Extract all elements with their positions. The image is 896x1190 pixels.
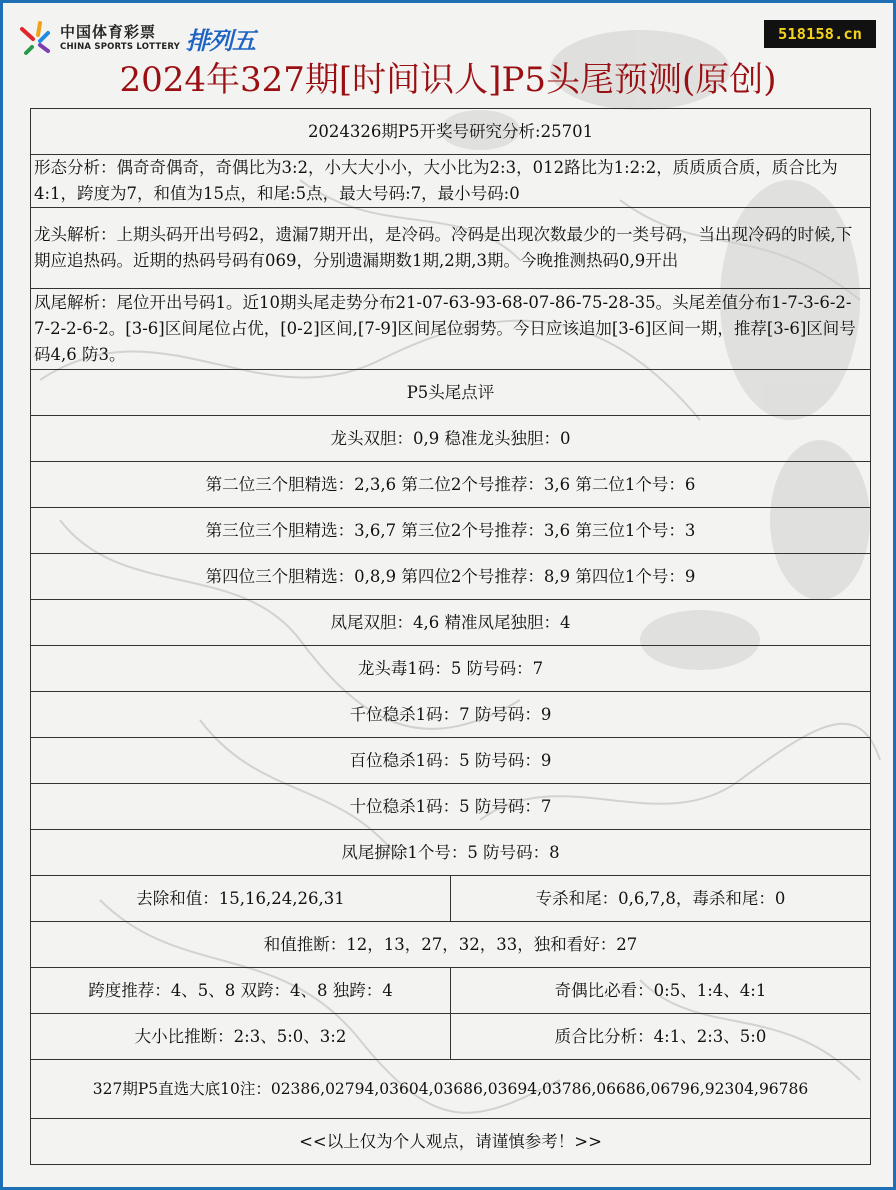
review-row: 十位稳杀1码：5 防号码：7 [31,784,871,830]
table-row [31,416,871,462]
sports-lottery-logo-icon [18,19,56,57]
review-row: 凤尾摒除1个号：5 防号码：8 [31,830,871,876]
table-row [31,738,871,784]
table-row [31,370,871,416]
review-row: 百位稳杀1码：5 防号码：9 [31,738,871,784]
head-analysis: 龙头解析：上期头码开出号码2，遗漏7期开出，是冷码。冷码是出现次数最少的一类号码，当出现冷码的时候,下期应追热码。近期的热码号码有069，分别遗漏期数1期,2期,3期。今晚推测热码0,9开出 [31,208,871,289]
table-row [31,554,871,600]
big-small-cell: 大小比推断：2:3、5:0、3:2 [31,1014,451,1060]
table-row [31,1060,871,1119]
tail-kill-cell: 专杀和尾：0,6,7,8，毒杀和尾：0 [451,876,871,922]
prime-composite-cell: 质合比分析：4:1、2:3、5:0 [451,1014,871,1060]
review-row: 第四位三个胆精选：0,8,9 第四位2个号推荐：8,9 第四位1个号：9 [31,554,871,600]
table-row [31,784,871,830]
review-row: 龙头双胆：0,9 稳准龙头独胆：0 [31,416,871,462]
table-row [31,508,871,554]
review-row: 凤尾双胆：4,6 精准凤尾独胆：4 [31,600,871,646]
odd-even-cell: 奇偶比必看：0:5、1:4、4:1 [451,968,871,1014]
review-row: 第三位三个胆精选：3,6,7 第三位2个号推荐：3,6 第三位1个号：3 [31,508,871,554]
analysis-heading: 2024326期P5开奖号研究分析:25701 [31,109,871,155]
table-row [31,155,871,208]
table-row [31,1119,871,1165]
shape-analysis: 形态分析：偶奇奇偶奇，奇偶比为3:2，小大大小小，大小比为2:3，012路比为1:2:2，质质质合质，质合比为4:1，跨度为7，和值为15点，和尾:5点，最大号码:7，最小号码:0 [31,155,871,208]
table-row [31,692,871,738]
page-title: 2024年327期[时间识人]P5头尾预测(原创) [119,60,777,100]
table-row [31,289,871,370]
review-row: 第二位三个胆精选：2,3,6 第二位2个号推荐：3,6 第二位1个号：6 [31,462,871,508]
logo-chinese-text: 中国体育彩票 [60,22,157,41]
site-badge[interactable]: 518158.cn [764,20,876,48]
table-row [31,462,871,508]
tail-analysis: 凤尾解析：尾位开出号码1。近10期头尾走势分布21-07-63-93-68-07-86-75-28-35。头尾差值分布1-7-3-6-2-7-2-2-6-2。[3-6]区间尾位占优，[0-2]区间,[7-9]区间尾位弱势。今日应该追加[3-6]区间一期，推荐[3-6]区间号码4,6 防3。 [31,289,871,370]
table-row [31,968,871,1014]
logo-english-text: CHINA SPORTS LOTTERY [60,41,180,52]
review-row: 龙头毒1码：5 防号码：7 [31,646,871,692]
table-row [31,876,871,922]
direct-bottom-cell: 327期P5直选大底10注：02386,02794,03604,03686,03694,03786,06686,06796,92304,96786 [31,1060,871,1119]
prediction-table [30,108,871,1165]
brand-logo [18,18,255,58]
table-row [31,1014,871,1060]
table-row [31,600,871,646]
table-row [31,830,871,876]
table-row [31,208,871,289]
logo-game-name: 排列五 [185,26,255,55]
header [0,0,896,108]
review-heading: P5头尾点评 [31,370,871,416]
sum-exclude-cell: 去除和值：15,16,24,26,31 [31,876,451,922]
review-row: 千位稳杀1码：7 防号码：9 [31,692,871,738]
table-row [31,922,871,968]
table-row [31,109,871,155]
sum-predict-cell: 和值推断：12，13，27，32，33，独和看好：27 [31,922,871,968]
table-row [31,646,871,692]
span-cell: 跨度推荐：4、5、8 双跨：4、8 独跨：4 [31,968,451,1014]
disclaimer-cell: <<以上仅为个人观点，请谨慎参考！>> [31,1119,871,1165]
